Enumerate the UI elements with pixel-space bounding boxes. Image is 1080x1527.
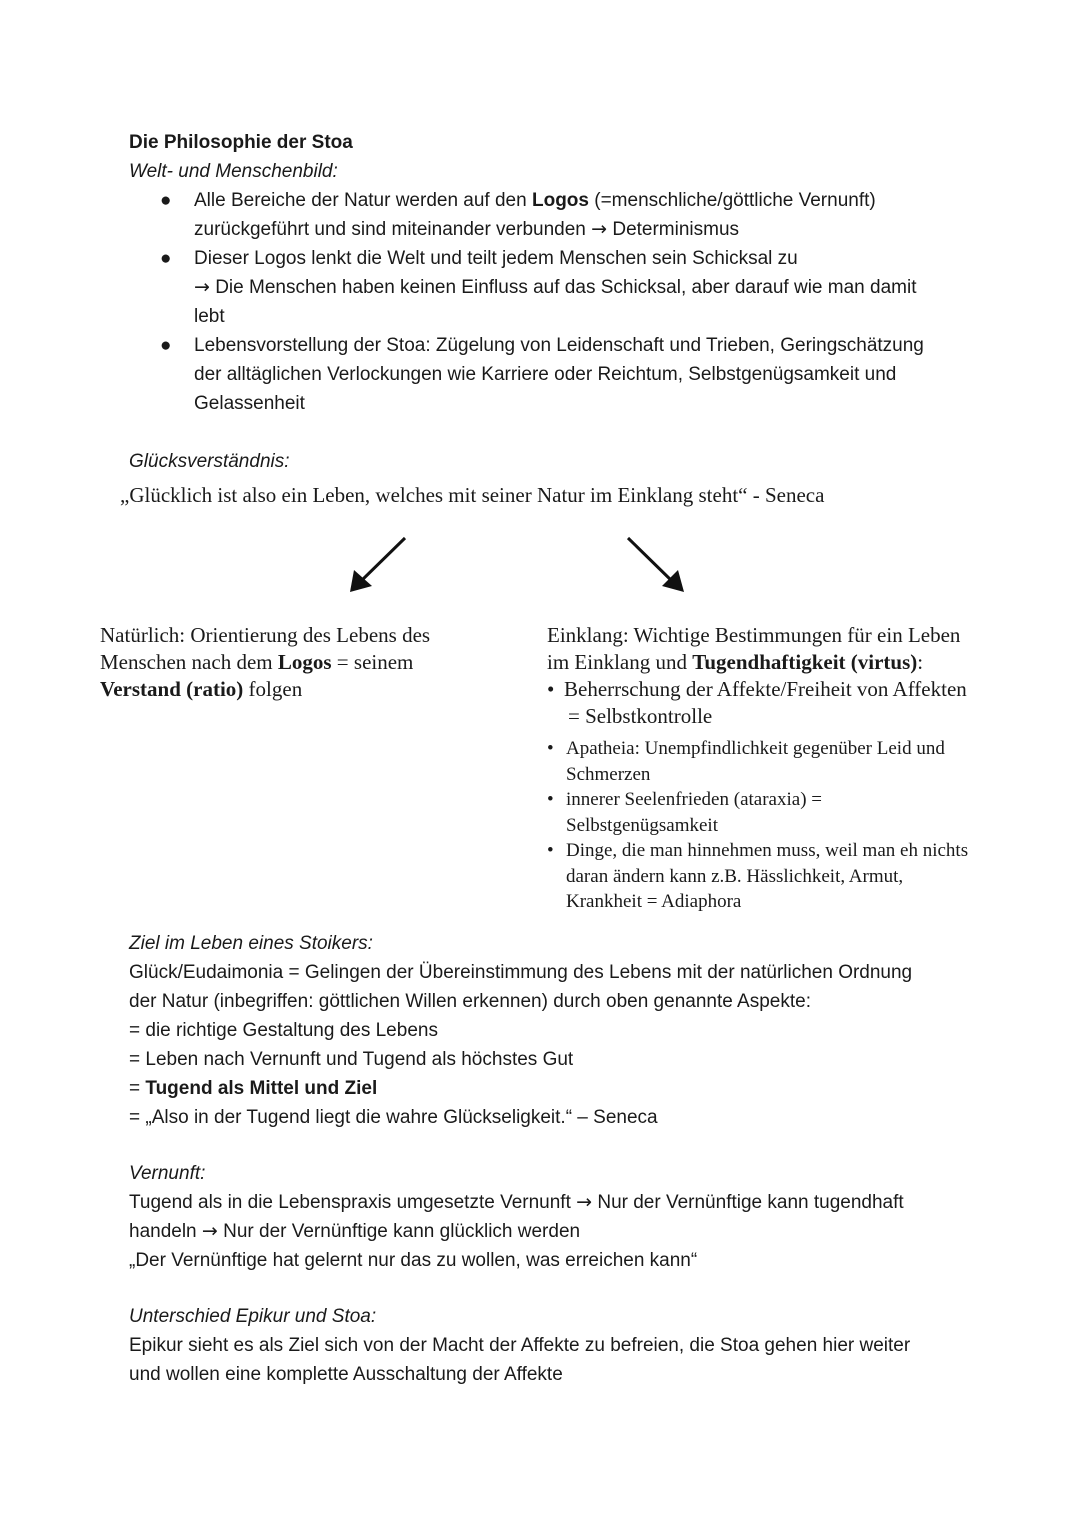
- welt-item-2: [160, 244, 1054, 331]
- welt-item-3-line3: Gelassenheit: [194, 393, 305, 414]
- bullet-icon: ●: [160, 335, 172, 356]
- bullet-icon: •: [547, 738, 554, 759]
- right-bullet-2: • Apatheia: Unempfindlichkeit gegenüber Leid und Schmerzen: [547, 738, 945, 785]
- right-line-2: im Einklang und Tugendhaftigkeit (virtus):: [547, 650, 924, 674]
- bullet-icon: •: [547, 789, 554, 810]
- left-line-1: Natürlich: Orientierung des Lebens des: [100, 623, 431, 647]
- welt-item-3: [160, 331, 1054, 418]
- arrow-down-right-icon: [618, 530, 698, 600]
- right-bullet-4: • Dinge, die man hinnehmen muss, weil man eh nichts daran ändern kann z.B. Hässlichkeit, Armut, Krankheit = Adiaphora: [547, 840, 969, 912]
- welt-item-1: [160, 186, 1054, 244]
- right-column: [547, 622, 1027, 730]
- ziel-line-4: = Leben nach Vernunft und Tugend als höchstes Gut: [129, 1049, 574, 1070]
- vernunft-heading: Vernunft:: [129, 1163, 206, 1184]
- ziel-section: [129, 929, 1049, 1132]
- bullet-icon: •: [547, 677, 555, 701]
- arrow-right-icon: →: [591, 218, 608, 240]
- vernunft-line-1: Tugend als in die Lebenspraxis umgesetzte Vernunft → Nur der Vernünftige kann tugendhaft: [129, 1191, 904, 1213]
- page-header: [129, 128, 1029, 186]
- glueck-quote: „Glücklich ist also ein Leben, welches mit seiner Natur im Einklang steht“ - Seneca: [120, 483, 825, 507]
- welt-item-2-line2: → Die Menschen haben keinen Einfluss auf das Schicksal, aber darauf wie man damit: [194, 276, 917, 298]
- bullet-icon: ●: [160, 190, 172, 211]
- ziel-line-2: der Natur (inbegriffen: göttlichen Willen erkennen) durch oben genannte Aspekte:: [129, 991, 811, 1012]
- welt-list: [160, 186, 1054, 418]
- vernunft-line-2: handeln → Nur der Vernünftige kann glücklich werden: [129, 1220, 581, 1242]
- unterschied-line-2: und wollen eine komplette Ausschaltung der Affekte: [129, 1364, 563, 1385]
- welt-item-1-line2: zurückgeführt und sind miteinander verbunden → Determinismus: [194, 218, 740, 240]
- right-bullets-small: [547, 736, 1027, 915]
- glueck-heading: Glücksverständnis:: [129, 451, 290, 472]
- ziel-heading: Ziel im Leben eines Stoikers:: [129, 933, 373, 954]
- page-title: Die Philosophie der Stoa: [129, 132, 353, 153]
- unterschied-heading: Unterschied Epikur und Stoa:: [129, 1306, 377, 1327]
- welt-item-1-line1: Alle Bereiche der Natur werden auf den Logos (=menschliche/göttliche Vernunft): [194, 190, 876, 211]
- bullet-icon: •: [547, 840, 554, 861]
- vernunft-line-3: „Der Vernünftige hat gelernt nur das zu wollen, was erreichen kann“: [129, 1250, 698, 1271]
- unterschied-section: [129, 1302, 1049, 1389]
- right-line-1: Einklang: Wichtige Bestimmungen für ein Leben: [547, 623, 961, 647]
- welt-item-2-line3: lebt: [194, 306, 225, 327]
- bullet-icon: ●: [160, 248, 172, 269]
- left-column: [100, 622, 520, 703]
- arrow-right-icon: →: [194, 276, 210, 298]
- left-line-3: Verstand (ratio) folgen: [100, 677, 303, 701]
- vernunft-section: [129, 1159, 1049, 1275]
- welt-item-2-line1: Dieser Logos lenkt die Welt und teilt jedem Menschen sein Schicksal zu: [194, 248, 798, 269]
- right-bullet-3: • innerer Seelenfrieden (ataraxia) = Selbstgenügsamkeit: [547, 789, 822, 836]
- welt-item-3-line2: der alltäglichen Verlockungen wie Karriere oder Reichtum, Selbstgenügsamkeit und: [194, 364, 897, 385]
- unterschied-line-1: Epikur sieht es als Ziel sich von der Macht der Affekte zu befreien, die Stoa gehen hier weiter: [129, 1335, 911, 1356]
- right-bullet-1: • Beherrschung der Affekte/Freiheit von Affekten = Selbstkontrolle: [547, 677, 967, 728]
- ziel-line-5: = Tugend als Mittel und Ziel: [129, 1078, 378, 1099]
- welt-item-3-line1: Lebensvorstellung der Stoa: Zügelung von Leidenschaft und Trieben, Geringschätzung: [194, 335, 924, 356]
- arrow-right-icon: →: [576, 1191, 593, 1213]
- left-line-2: Menschen nach dem Logos = seinem: [100, 650, 414, 674]
- ziel-line-3: = die richtige Gestaltung des Lebens: [129, 1020, 438, 1041]
- welt-heading: Welt- und Menschenbild:: [129, 161, 338, 182]
- ziel-line-1: Glück/Eudaimonia = Gelingen der Übereinstimmung des Lebens mit der natürlichen Ordnung: [129, 962, 913, 983]
- arrow-down-left-icon: [340, 530, 420, 600]
- arrow-right-icon: →: [201, 1220, 218, 1242]
- ziel-line-6: = „Also in der Tugend liegt die wahre Glückseligkeit.“ – Seneca: [129, 1107, 658, 1128]
